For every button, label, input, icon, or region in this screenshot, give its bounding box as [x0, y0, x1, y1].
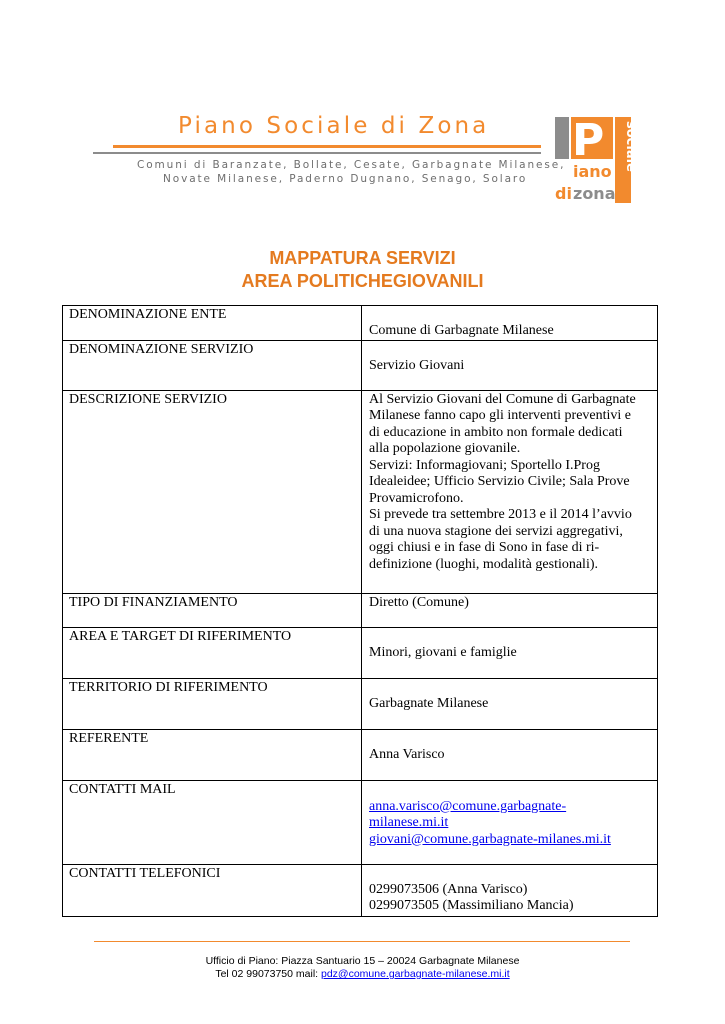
- tipo-finanziamento-value: Diretto (Comune): [369, 594, 469, 610]
- row-value: [362, 340, 658, 390]
- territorio-value: Garbagnate Milanese: [369, 695, 489, 711]
- row-label: DENOMINAZIONE ENTE: [63, 306, 362, 341]
- table-row: [63, 390, 658, 593]
- row-label: TERRITORIO DI RIFERIMENTO: [63, 678, 362, 729]
- page-subtitle: AREA POLITICHEGIOVANILI: [241, 271, 484, 291]
- denominazione-ente-value: Comune di Garbagnate Milanese: [369, 323, 554, 338]
- logo-word-zona: zona: [573, 184, 616, 203]
- services-table: [62, 305, 658, 917]
- header-divider-gray: [93, 152, 541, 154]
- row-value: [362, 864, 658, 916]
- descrizione-line: di una nuova stagione dei servizi aggregativi,: [369, 523, 623, 539]
- descrizione-line: definizione (luoghi, modalità gestionali).: [369, 556, 598, 572]
- header-subtitle-line2: Novate Milanese, Paderno Dugnano, Senago, Solaro: [163, 173, 528, 185]
- table-row: [63, 780, 658, 864]
- row-label: CONTATTI TELEFONICI: [63, 864, 362, 916]
- row-value: [362, 593, 658, 627]
- footer-phone: Tel 02 99073750 mail:: [215, 968, 321, 980]
- descrizione-line: Milanese fanno capo gli interventi preventivi e: [369, 408, 632, 423]
- descrizione-line: Idealeidee; Ufficio Servizio Civile; Sala Prove: [369, 474, 630, 489]
- footer-contact: [0, 968, 725, 980]
- row-label: TIPO DI FINANZIAMENTO: [63, 593, 362, 627]
- table-row: [63, 627, 658, 678]
- logo-letter-p: P: [572, 115, 605, 166]
- row-value: [362, 627, 658, 678]
- footer-divider: [94, 941, 630, 942]
- logo-word-di: di: [555, 184, 572, 203]
- header-divider-orange: [113, 145, 541, 148]
- descrizione-line: Al Servizio Giovani del Comune di Garbagnate: [369, 391, 636, 407]
- row-label: DENOMINAZIONE SERVIZIO: [63, 340, 362, 390]
- row-label: REFERENTE: [63, 729, 362, 780]
- phone-anna-varisco: 0299073506 (Anna Varisco): [369, 881, 528, 897]
- header-subtitle-line1: Comuni di Baranzate, Bollate, Cesate, Garbagnate Milanese,: [137, 159, 566, 171]
- descrizione-line: Provamicrofono.: [369, 490, 464, 506]
- descrizione-line: Si prevede tra settembre 2013 e il 2014 l’avvio: [369, 507, 632, 522]
- footer-email-link[interactable]: pdz@comune.garbagnate-milanese.mi.it: [320, 968, 510, 980]
- descrizione-line: di educazione in ambito non formale dedicati: [369, 424, 623, 440]
- row-value: [362, 729, 658, 780]
- table-row: [63, 306, 658, 341]
- area-target-value: Minori, giovani e famiglie: [369, 644, 517, 660]
- referente-value: Anna Varisco: [369, 746, 445, 762]
- row-label: AREA E TARGET DI RIFERIMENTO: [63, 627, 362, 678]
- email-link-anna-varisco[interactable]: [369, 799, 651, 832]
- descrizione-line: alla popolazione giovanile.: [369, 441, 521, 456]
- header-title: Piano Sociale di Zona: [178, 113, 490, 139]
- row-value: [362, 678, 658, 729]
- logo-word-piano: iano: [573, 162, 612, 181]
- footer-address: Ufficio di Piano: Piazza Santuario 15 – 20024 Garbagnate Milanese: [205, 955, 520, 967]
- phone-massimiliano-mancia: 0299073505 (Massimiliano Mancia): [369, 898, 574, 913]
- table-row: [63, 729, 658, 780]
- logo-gray-block: [555, 117, 569, 159]
- row-value: [362, 780, 658, 864]
- email-link-part[interactable]: anna.varisco@comune.garbagnate-: [369, 798, 567, 814]
- row-label: DESCRIZIONE SERVIZIO: [63, 390, 362, 593]
- row-value: [362, 306, 658, 341]
- email-link-giovani[interactable]: giovani@comune.garbagnate-milanes.mi.it: [369, 831, 611, 847]
- logo-word-sociale: sociale: [623, 121, 638, 172]
- descrizione-line: Servizi: Informagiovani; Sportello I.Prog: [369, 457, 600, 473]
- email-link-part[interactable]: milanese.mi.it: [369, 815, 449, 830]
- denominazione-servizio-value: Servizio Giovani: [369, 357, 465, 373]
- table-row: [63, 340, 658, 390]
- table-row: [63, 593, 658, 627]
- row-label: CONTATTI MAIL: [63, 780, 362, 864]
- descrizione-line: oggi chiusi e in fase di Sono in fase di ri-: [369, 540, 600, 555]
- row-value: [362, 390, 658, 593]
- table-row: [63, 864, 658, 916]
- table-row: [63, 678, 658, 729]
- page-title: MAPPATURA SERVIZI: [269, 248, 456, 268]
- piano-sociale-logo: [553, 115, 638, 207]
